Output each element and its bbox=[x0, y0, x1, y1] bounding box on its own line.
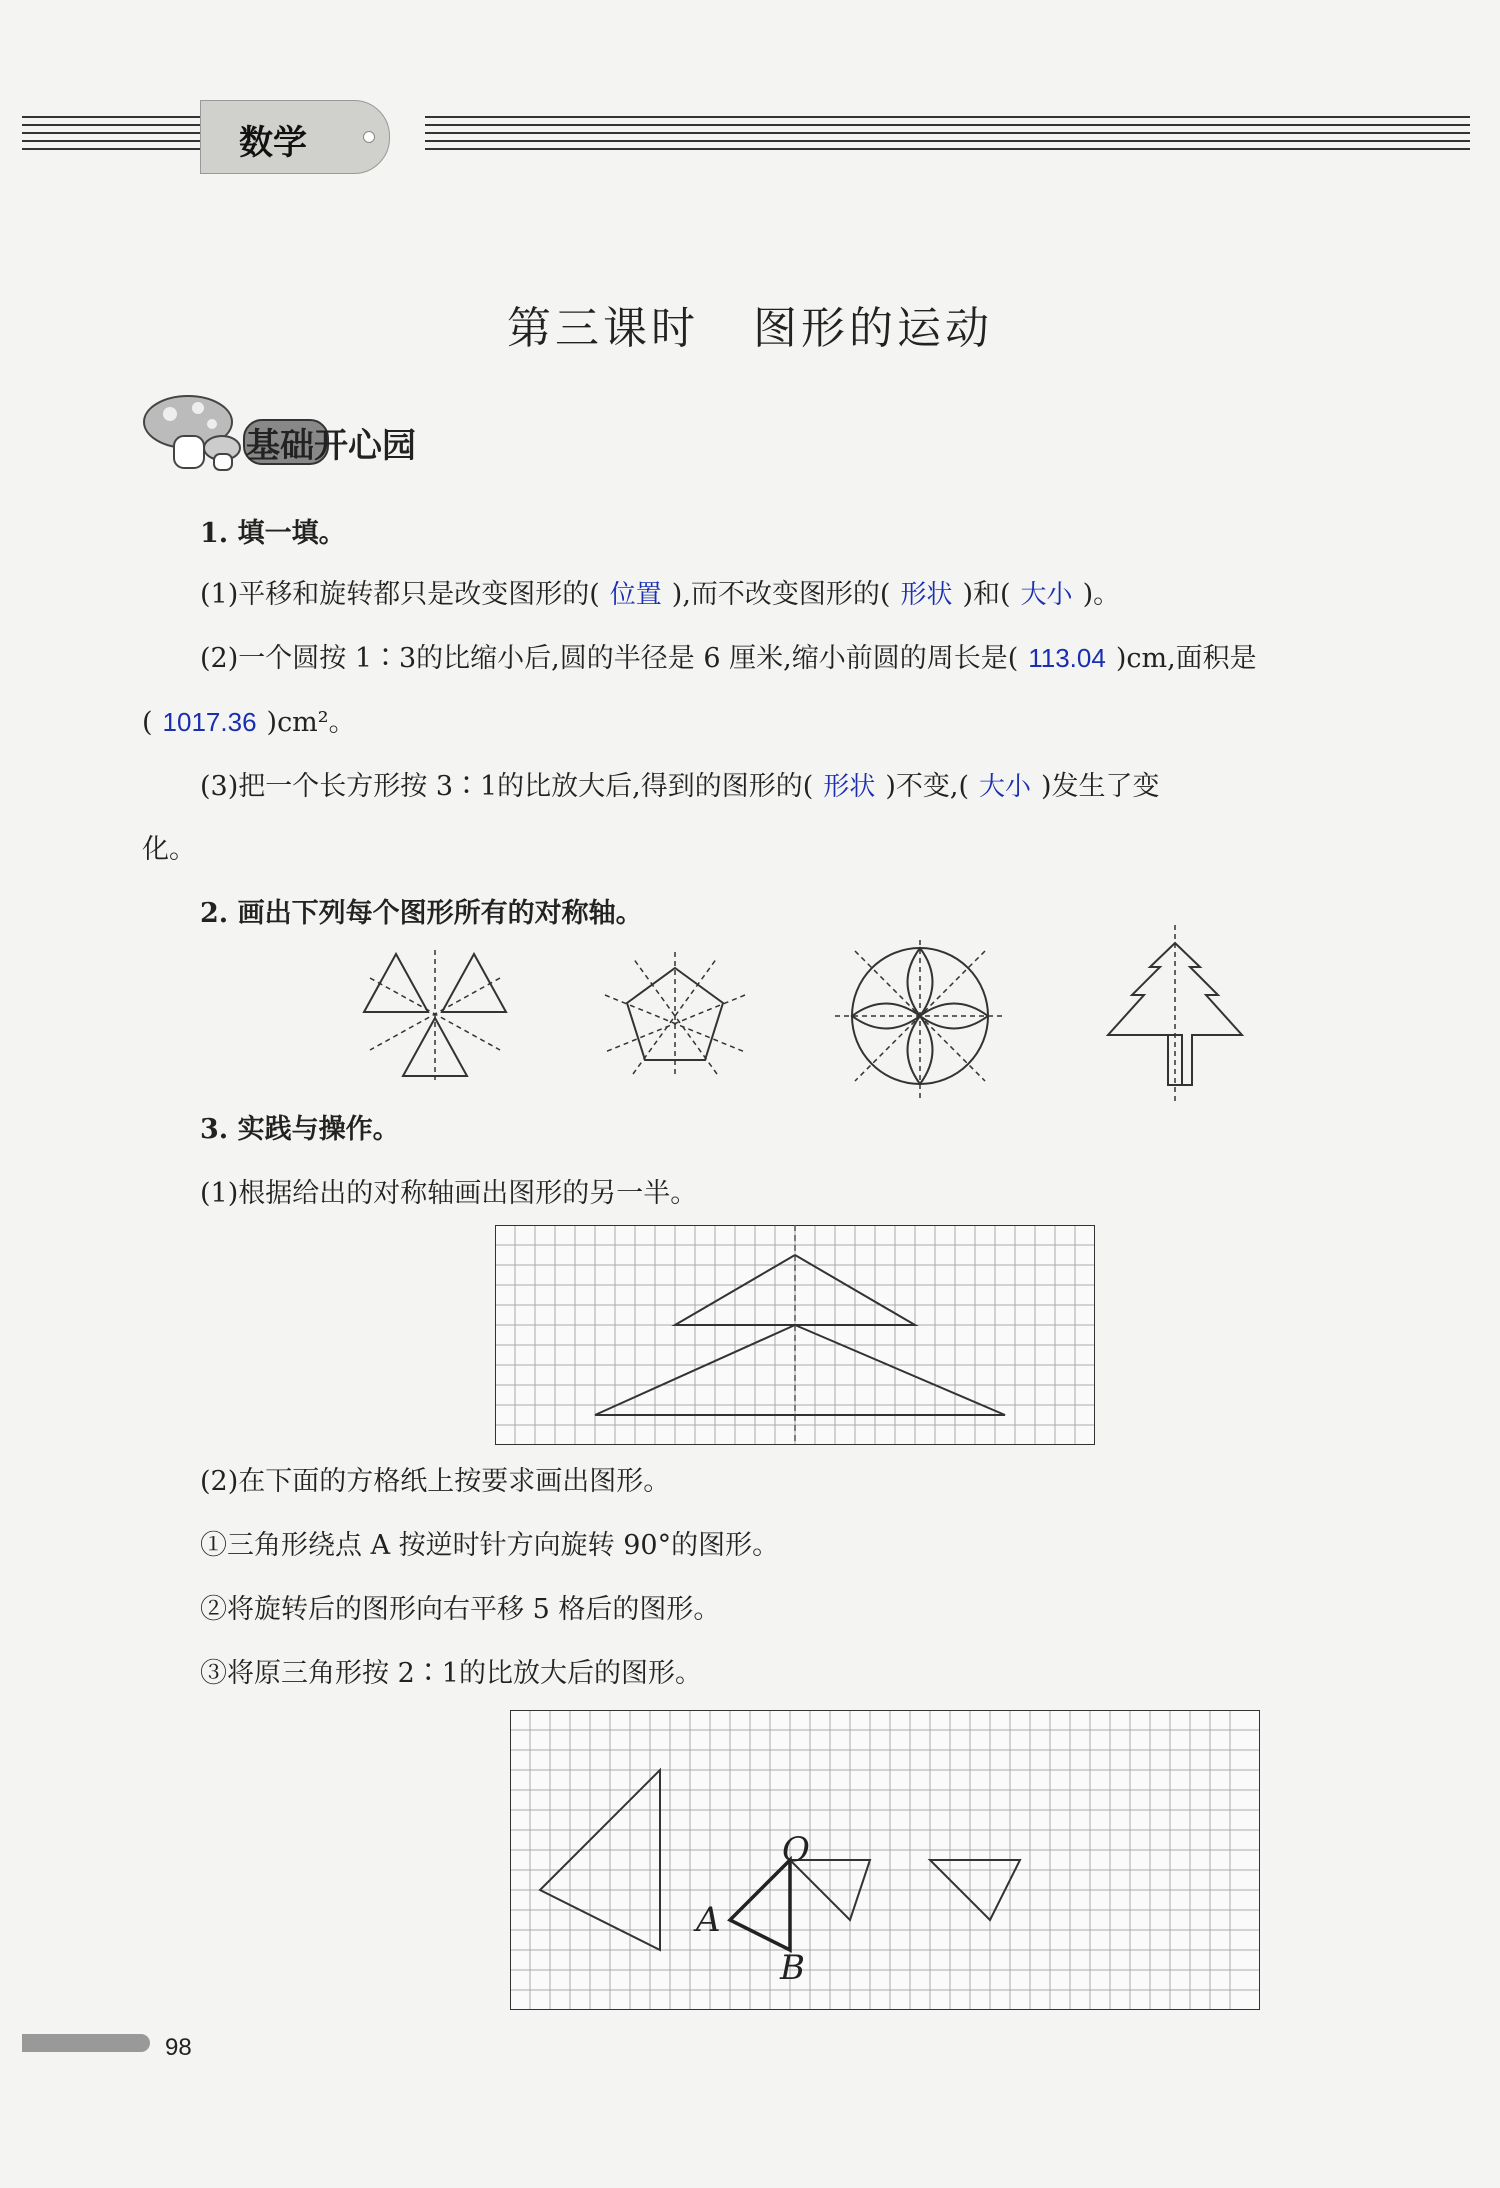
q1-title: 1. 填一填。 bbox=[200, 518, 346, 549]
q3-item2-step2: ②将旋转后的图形向右平移 5 格后的图形。 bbox=[200, 1594, 721, 1625]
q1-item2: (2)一个圆按 1∶3的比缩小后,圆的半径是 6 厘米,缩小前圆的周长是( 113.04 )cm,面积是 bbox=[200, 643, 1257, 674]
grid-symmetry-half bbox=[495, 1225, 1095, 1445]
q1-item1: (1)平移和旋转都只是改变图形的( 位置 ),而不改变图形的( 形状 )和( 大小 )。 bbox=[200, 579, 1121, 610]
q3-title: 3. 实践与操作。 bbox=[200, 1114, 400, 1145]
subject-label: 数学 bbox=[239, 123, 307, 163]
q3-item1: (1)根据给出的对称轴画出图形的另一半。 bbox=[200, 1178, 698, 1209]
tab-dot-icon bbox=[363, 131, 375, 143]
q1-item3-cont: 化。 bbox=[142, 834, 196, 865]
answer: 1017.36 bbox=[162, 707, 257, 737]
section-label: 基础开心园 bbox=[246, 426, 416, 466]
point-a-label: A bbox=[696, 1900, 721, 1940]
q2-title: 2. 画出下列每个图形所有的对称轴。 bbox=[200, 898, 643, 929]
lesson-title-part1: 第三课时 bbox=[507, 303, 699, 354]
subject-tab bbox=[200, 100, 390, 174]
symmetry-figure-pentagon bbox=[595, 950, 755, 1080]
symmetry-figure-tree bbox=[1100, 925, 1250, 1105]
answer: 形状 bbox=[900, 579, 953, 609]
q1-item2-cont: ( 1017.36 )cm²。 bbox=[142, 707, 356, 738]
q1-item3: (3)把一个长方形按 3∶1的比放大后,得到的图形的( 形状 )不变,( 大小 )发生了变 bbox=[200, 771, 1160, 802]
answer: 113.04 bbox=[1028, 643, 1106, 673]
page-bar bbox=[22, 2034, 150, 2052]
symmetry-figure-circle-flower bbox=[835, 940, 1005, 1100]
answer: 大小 bbox=[1020, 579, 1073, 609]
lesson-title bbox=[0, 292, 1500, 356]
point-b-label: B bbox=[780, 1948, 805, 1988]
page-number: 98 bbox=[165, 2034, 192, 2061]
header-rule-left bbox=[22, 116, 202, 160]
q3-item2-step1: ①三角形绕点 A 按逆时针方向旋转 90°的图形。 bbox=[200, 1530, 780, 1561]
lesson-title-part2: 图形的运动 bbox=[753, 303, 993, 354]
q3-item2-step3: ③将原三角形按 2∶1的比放大后的图形。 bbox=[200, 1658, 702, 1689]
answer: 位置 bbox=[609, 579, 662, 609]
symmetry-figure-triangles bbox=[360, 950, 510, 1080]
q3-item2: (2)在下面的方格纸上按要求画出图形。 bbox=[200, 1466, 671, 1497]
answer: 形状 bbox=[823, 771, 876, 801]
point-o-label: O bbox=[782, 1830, 810, 1870]
answer: 大小 bbox=[978, 771, 1031, 801]
header-rule-right bbox=[425, 116, 1470, 160]
grid-rotation-translation bbox=[510, 1710, 1260, 2010]
